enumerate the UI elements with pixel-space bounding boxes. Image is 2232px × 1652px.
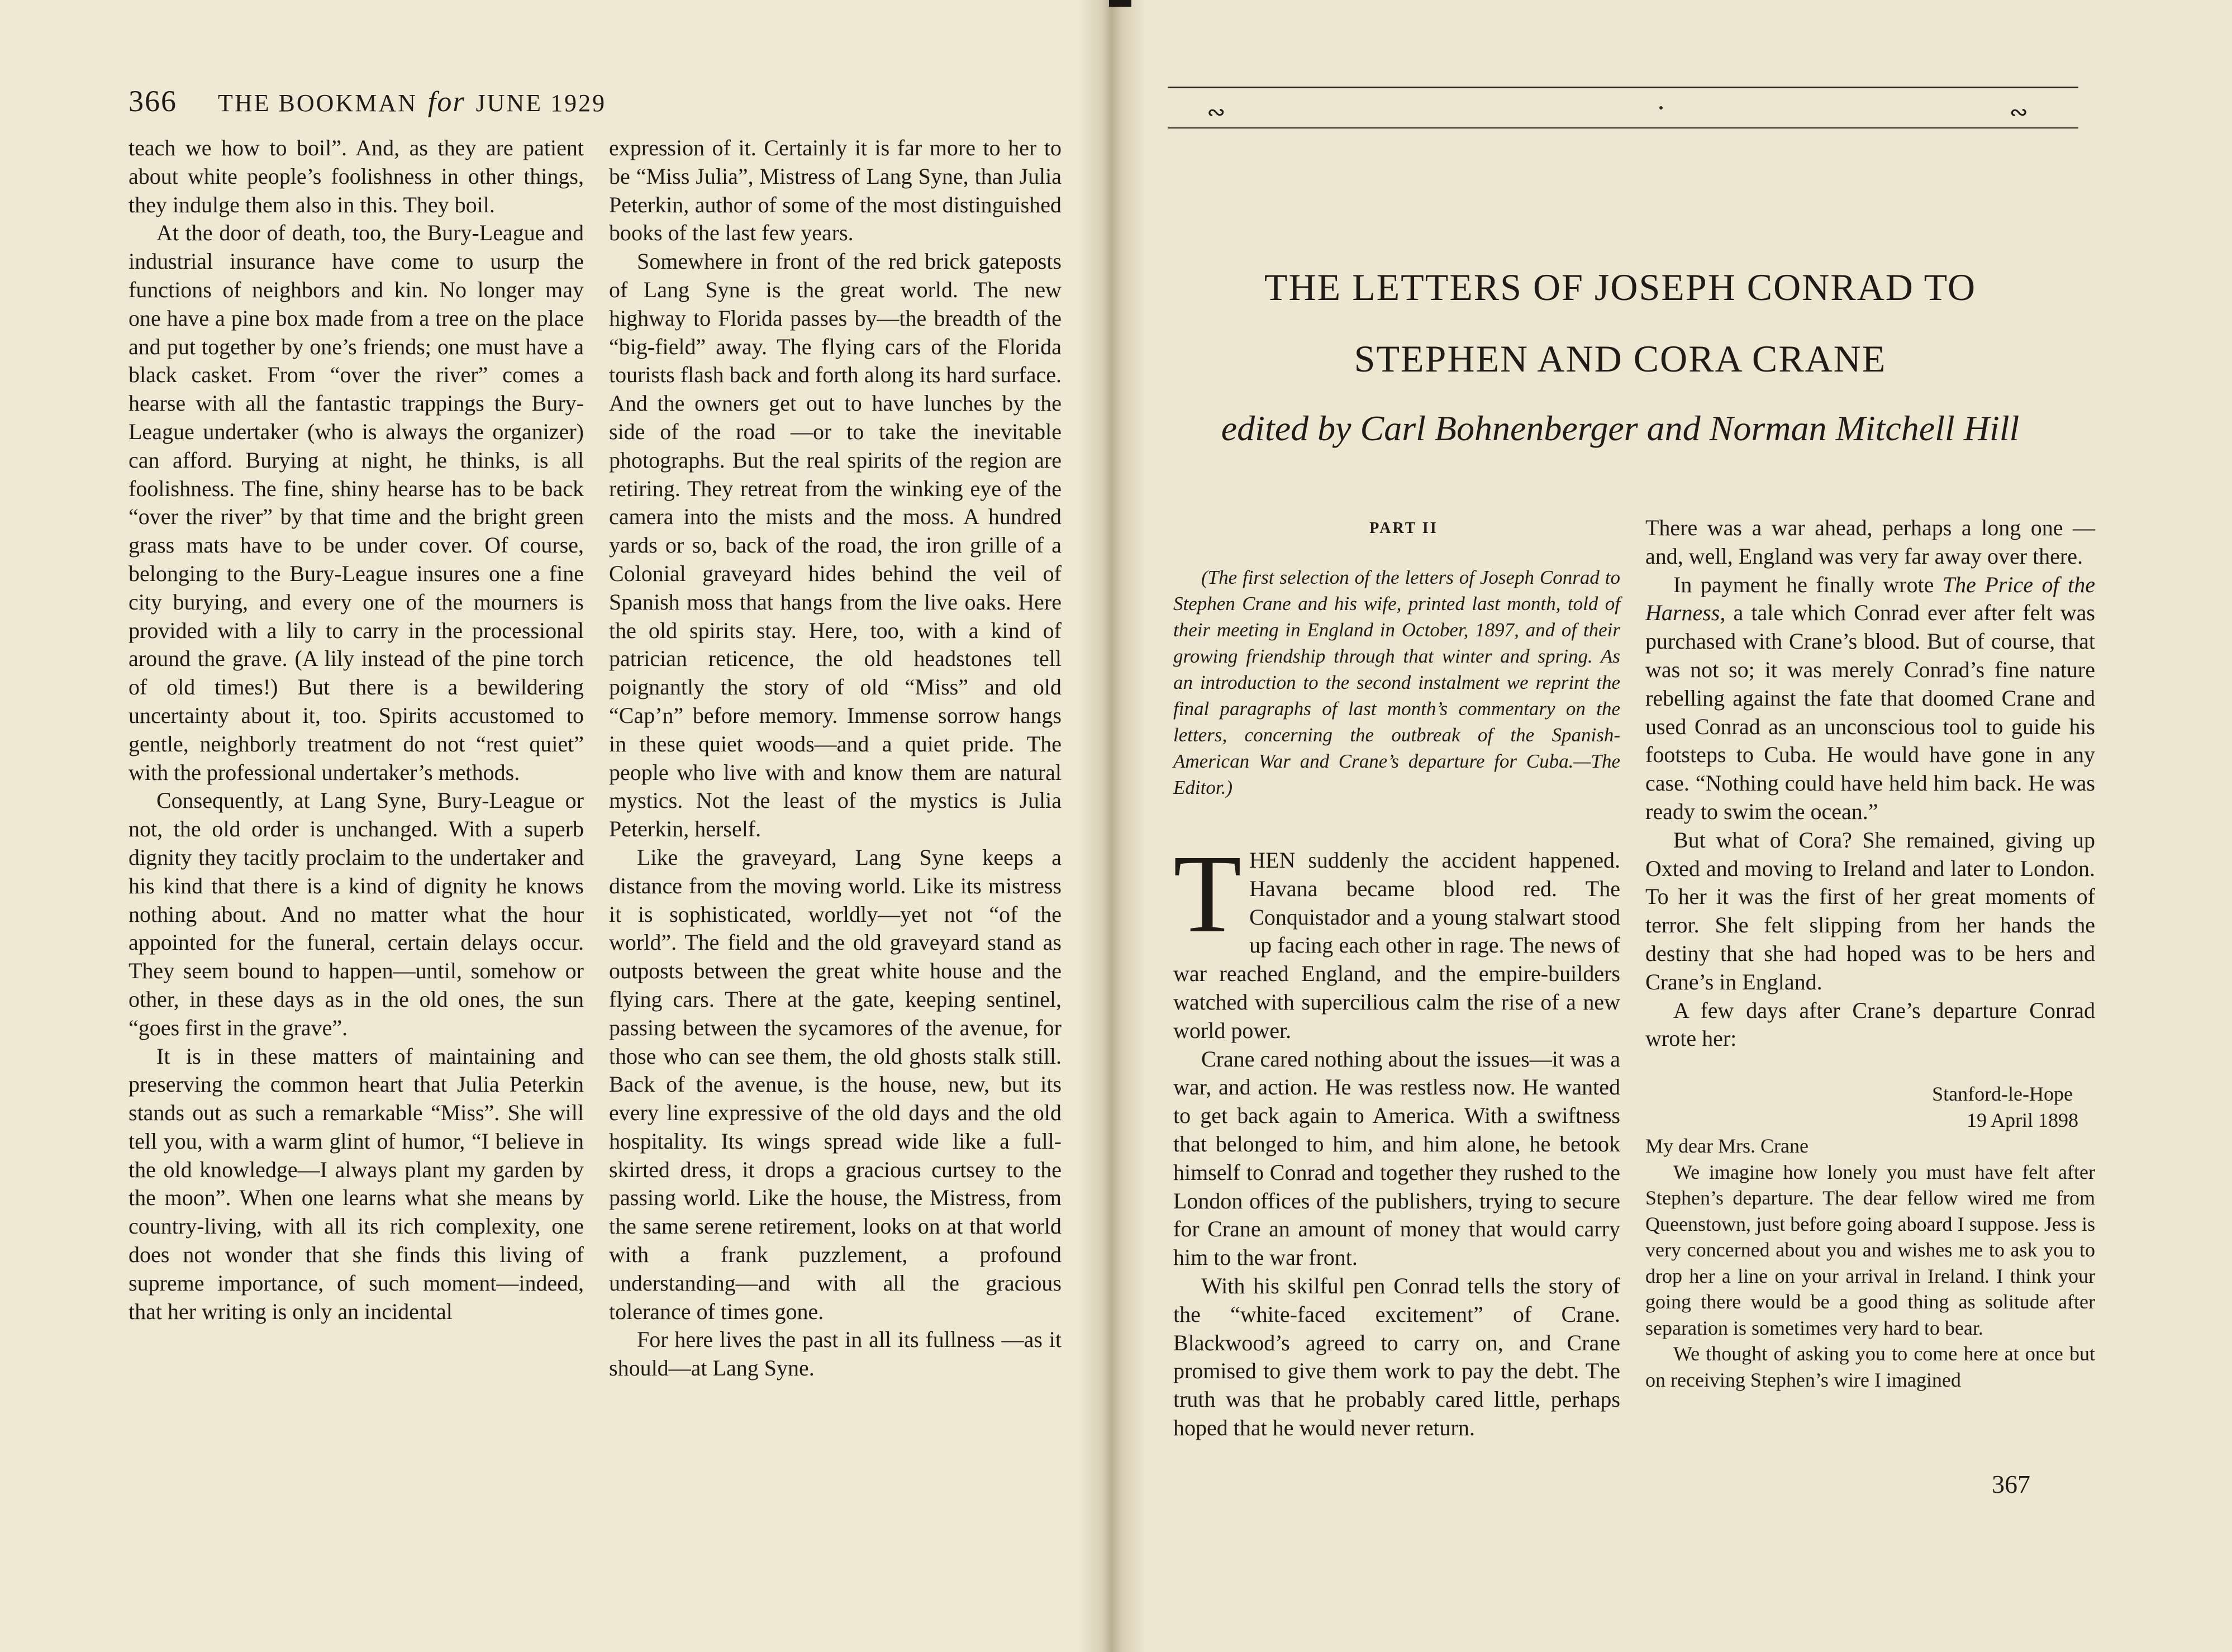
page-number-left: 366 [129, 84, 177, 118]
story-title: The Price of the Harness, [1645, 572, 2095, 626]
paragraph: Somewhere in front of the red brick gateposts of Lang Syne is the great world. The new highway to Florida passes by—the breadth of the “big-field” away. The flying cars of the Florida tourists flash back and forth along its hard surface. And the owners get out to have lunches by the side of the road —or to take the inevitable photographs. But the real spirits of the region are retiring. They retreat from the winking eye of the camera into the mists and the moss. A hundred yards or so, back of the road, the iron grille of a Colonial graveyard hides behind the veil of Spanish moss that hangs from the live oaks. Here the old spirits stay. Here, too, with a kind of patrician reticence, the old headstones tell poignantly the story of old “Miss” and old “Cap’n” before memory. Immense sorrow hangs in these quiet woods—and a quiet pride. The people who live with and know them are natural mystics. Not the least of the mystics is Julia Peterkin, herself. [609, 249, 1062, 842]
editor-note-text: (The first selection of the letters of Joseph Conrad to Stephen Crane and his wife, printed last month, told of their meeting in England in October, 1897, and of their growing friendship through that winter and spring. As an introduction to the second instalment we reprint the final paragraphs of last month’s commentary on the letters, concerning the outbreak of the Spanish-American War and Crane’s departure for Cuba.—The Editor.) [1173, 566, 1620, 798]
part-label: PART II [1369, 520, 1438, 537]
rule-line-top [1168, 87, 2078, 88]
paragraph: Consequently, at Lang Syne, Bury-League or not, the old order is unchanged. With a superb dignity they tacitly proclaim to the undertaker and his kind that there is a kind of dignity he knows nothing about. And no matter what the hour appointed for the funeral, certain delays occur. They seem bound to happen—until, somehow or other, in these days as in the old ones, the sun “goes first in the grave”. [129, 788, 584, 1040]
paragraph: At the door of death, too, the Bury-League and industrial insurance have come to usurp the functions of neighbors and kin. No longer may one have a pine box made from a tree on the place and put together by one’s friends; one must have a black casket. From “over the river” comes a hearse with all the fantastic trappings the Bury-League undertaker (who is always the organizer) can afford. Burying at night, he thinks, is all foolishness. The fine, shiny hearse has to be back “over the river” by that time and the bright green grass mats have to be under cover. Of course, belonging to the Bury-League insures one a fine city burying, and every one of the mourners is provided with a lily to carry in the processional around the grave. (A lily instead of the pine torch of old times!) But there is a bewildering uncertainty about it, too. Spirits accustomed to gentle, neighborly treatment do not “rest quiet” with the professional undertaker’s methods. [129, 220, 584, 785]
paragraph: expression of it. Certainly it is far more to her to be “Miss Julia”, Mistress of Lang Syne, than Julia Peterkin, author of some of the most distinguished books of the last few years. [609, 135, 1062, 246]
letter-paragraph: We imagine how lonely you must have felt after Stephen’s departure. The dear fellow wired me from Queenstown, just before going aboard I suppose. Jess is very concerned about you and wishes me to ask you to drop her a line on your arrival in Ireland. I think your going there would be a good thing as solitude after separation is sometimes very hard to bear. [1645, 1160, 2095, 1339]
letter-place: Stanford-le-Hope [1932, 1083, 2073, 1106]
paragraph [1645, 571, 2095, 826]
paragraph: There was a war ahead, perhaps a long one —and, well, England was very far away over there. [1645, 515, 2095, 569]
letter-paragraph: We thought of asking you to come here at once but on receiving Stephen’s wire I imagined [1645, 1342, 2095, 1391]
book-gutter [1078, 0, 1145, 1652]
article-title [1173, 251, 2067, 394]
paragraph: A few days after Crane’s departure Conrad wrote her: [1645, 997, 2095, 1051]
article-title-line-2: STEPHEN AND CORA CRANE [1354, 337, 1887, 380]
left-column-1 [129, 134, 584, 1326]
right-column-2 [1645, 514, 2095, 1393]
page-number-right: 367 [1992, 1470, 2030, 1498]
running-head [129, 84, 799, 118]
text-run: a tale which Conrad ever after felt was purchased with Crane’s blood. But of course, that was not so; it was merely Conrad’s fine nature rebelling against the fate that doomed Crane and used Conrad as an unconscious tool to guide his footsteps to Cuba. He would have gone in any case. “Nothing could have held him back. He was ready to swim the ocean.” [1645, 600, 2095, 824]
rule-line-bottom [1168, 127, 2078, 128]
article-byline: edited by Carl Bohnenberger and Norman Mitchell Hill [1221, 408, 2020, 448]
drop-cap: T [1173, 832, 1242, 956]
ornament-left-icon: ∾ [1207, 99, 1226, 125]
running-head-magazine: THE BOOKMAN [218, 89, 417, 117]
text-run: In payment he finally wrote [1673, 572, 1943, 597]
paragraph: It is in these matters of maintaining and preserving the common heart that Julia Peterkin stands out as such a remarkable “Miss”. She will tell you, with a warm glint of humor, “I believe in the old knowledge—I always plant my garden by the moon”. When one learns what she means by country-living, with all its rich complexity, one does not wonder that she finds this living of supreme importance, of such moment—indeed, that her writing is only an incidental [129, 1043, 584, 1324]
paragraph: For here lives the past in all its fullness —as it should—at Lang Syne. [609, 1327, 1062, 1381]
opening-word: HEN [1249, 848, 1296, 873]
left-page [0, 0, 1109, 1652]
right-column-1 [1173, 832, 1620, 1442]
opening-paragraph [1173, 832, 1620, 1045]
paragraph: teach we how to boil”. And, as they are patient about white people’s foolishness in other things, they indulge them also in this. They boil. [129, 135, 584, 217]
editor-note [1173, 564, 1620, 801]
ornamental-header-rule [1168, 87, 2078, 131]
opening-text: suddenly the accident happened. Havana became blood red. The Conquistador and a young stalwart stood up facing each other in rage. The news of war reached England, and the empire-builders watched with supercilious calm the rise of a new world power. [1173, 848, 1620, 1043]
paragraph: But what of Cora? She remained, giving up Oxted and moving to Ireland and later to London. To her it was the first of her great moments of terror. She felt slipping from her hands the destiny that she had hoped was to be hers and Crane’s in England. [1645, 827, 2095, 994]
binding-edge [1109, 0, 1131, 7]
paragraph: With his skilful pen Conrad tells the story of the “white-faced excitement” of Crane. Blackwood’s agreed to carry on, and Crane promised to give them work to pay the debt. The truth was that he probably cared little, perhaps hoped that he would never return. [1173, 1273, 1620, 1440]
running-head-for: for [427, 86, 465, 118]
ornament-dot-icon [1659, 106, 1663, 110]
letter-salutation: My dear Mrs. Crane [1645, 1135, 1809, 1158]
left-column-2 [609, 134, 1062, 1383]
article-title-line-1: THE LETTERS OF JOSEPH CONRAD TO [1264, 266, 1977, 308]
letter-date: 19 April 1898 [1966, 1108, 2078, 1131]
letter [1645, 1081, 2095, 1393]
paragraph: Like the graveyard, Lang Syne keeps a distance from the moving world. Like its mistress it is sophisticated, worldly—yet not “of the world”. The field and the old graveyard stand as outposts between the great white house and the flying cars. There at the gate, keeping sentinel, passing between the sycamores of the avenue, for those who can see them, the old ghosts stalk still. Back of the avenue, is the house, new, but its every line expressive of the old days and the old hospitality. Its wings spread wide like a full-skirted dress, it drops a gracious curtsey to the passing world. Like the house, the Mistress, from the same serene retirement, looks on at that world with a frank puzzlement, a profound understanding—and with all the gracious tolerance of times gone. [609, 844, 1062, 1324]
ornament-right-icon: ∾ [2009, 99, 2028, 125]
running-head-date: JUNE 1929 [475, 89, 607, 117]
paragraph: Crane cared nothing about the issues—it was a war, and action. He was restless now. He wanted to get back again to America. With a swiftness that belonged to him, and him alone, he betook himself to Conrad and together they rushed to the London offices of the publishers, trying to secure for Crane an amount of money that would carry him to the war front. [1173, 1046, 1620, 1270]
